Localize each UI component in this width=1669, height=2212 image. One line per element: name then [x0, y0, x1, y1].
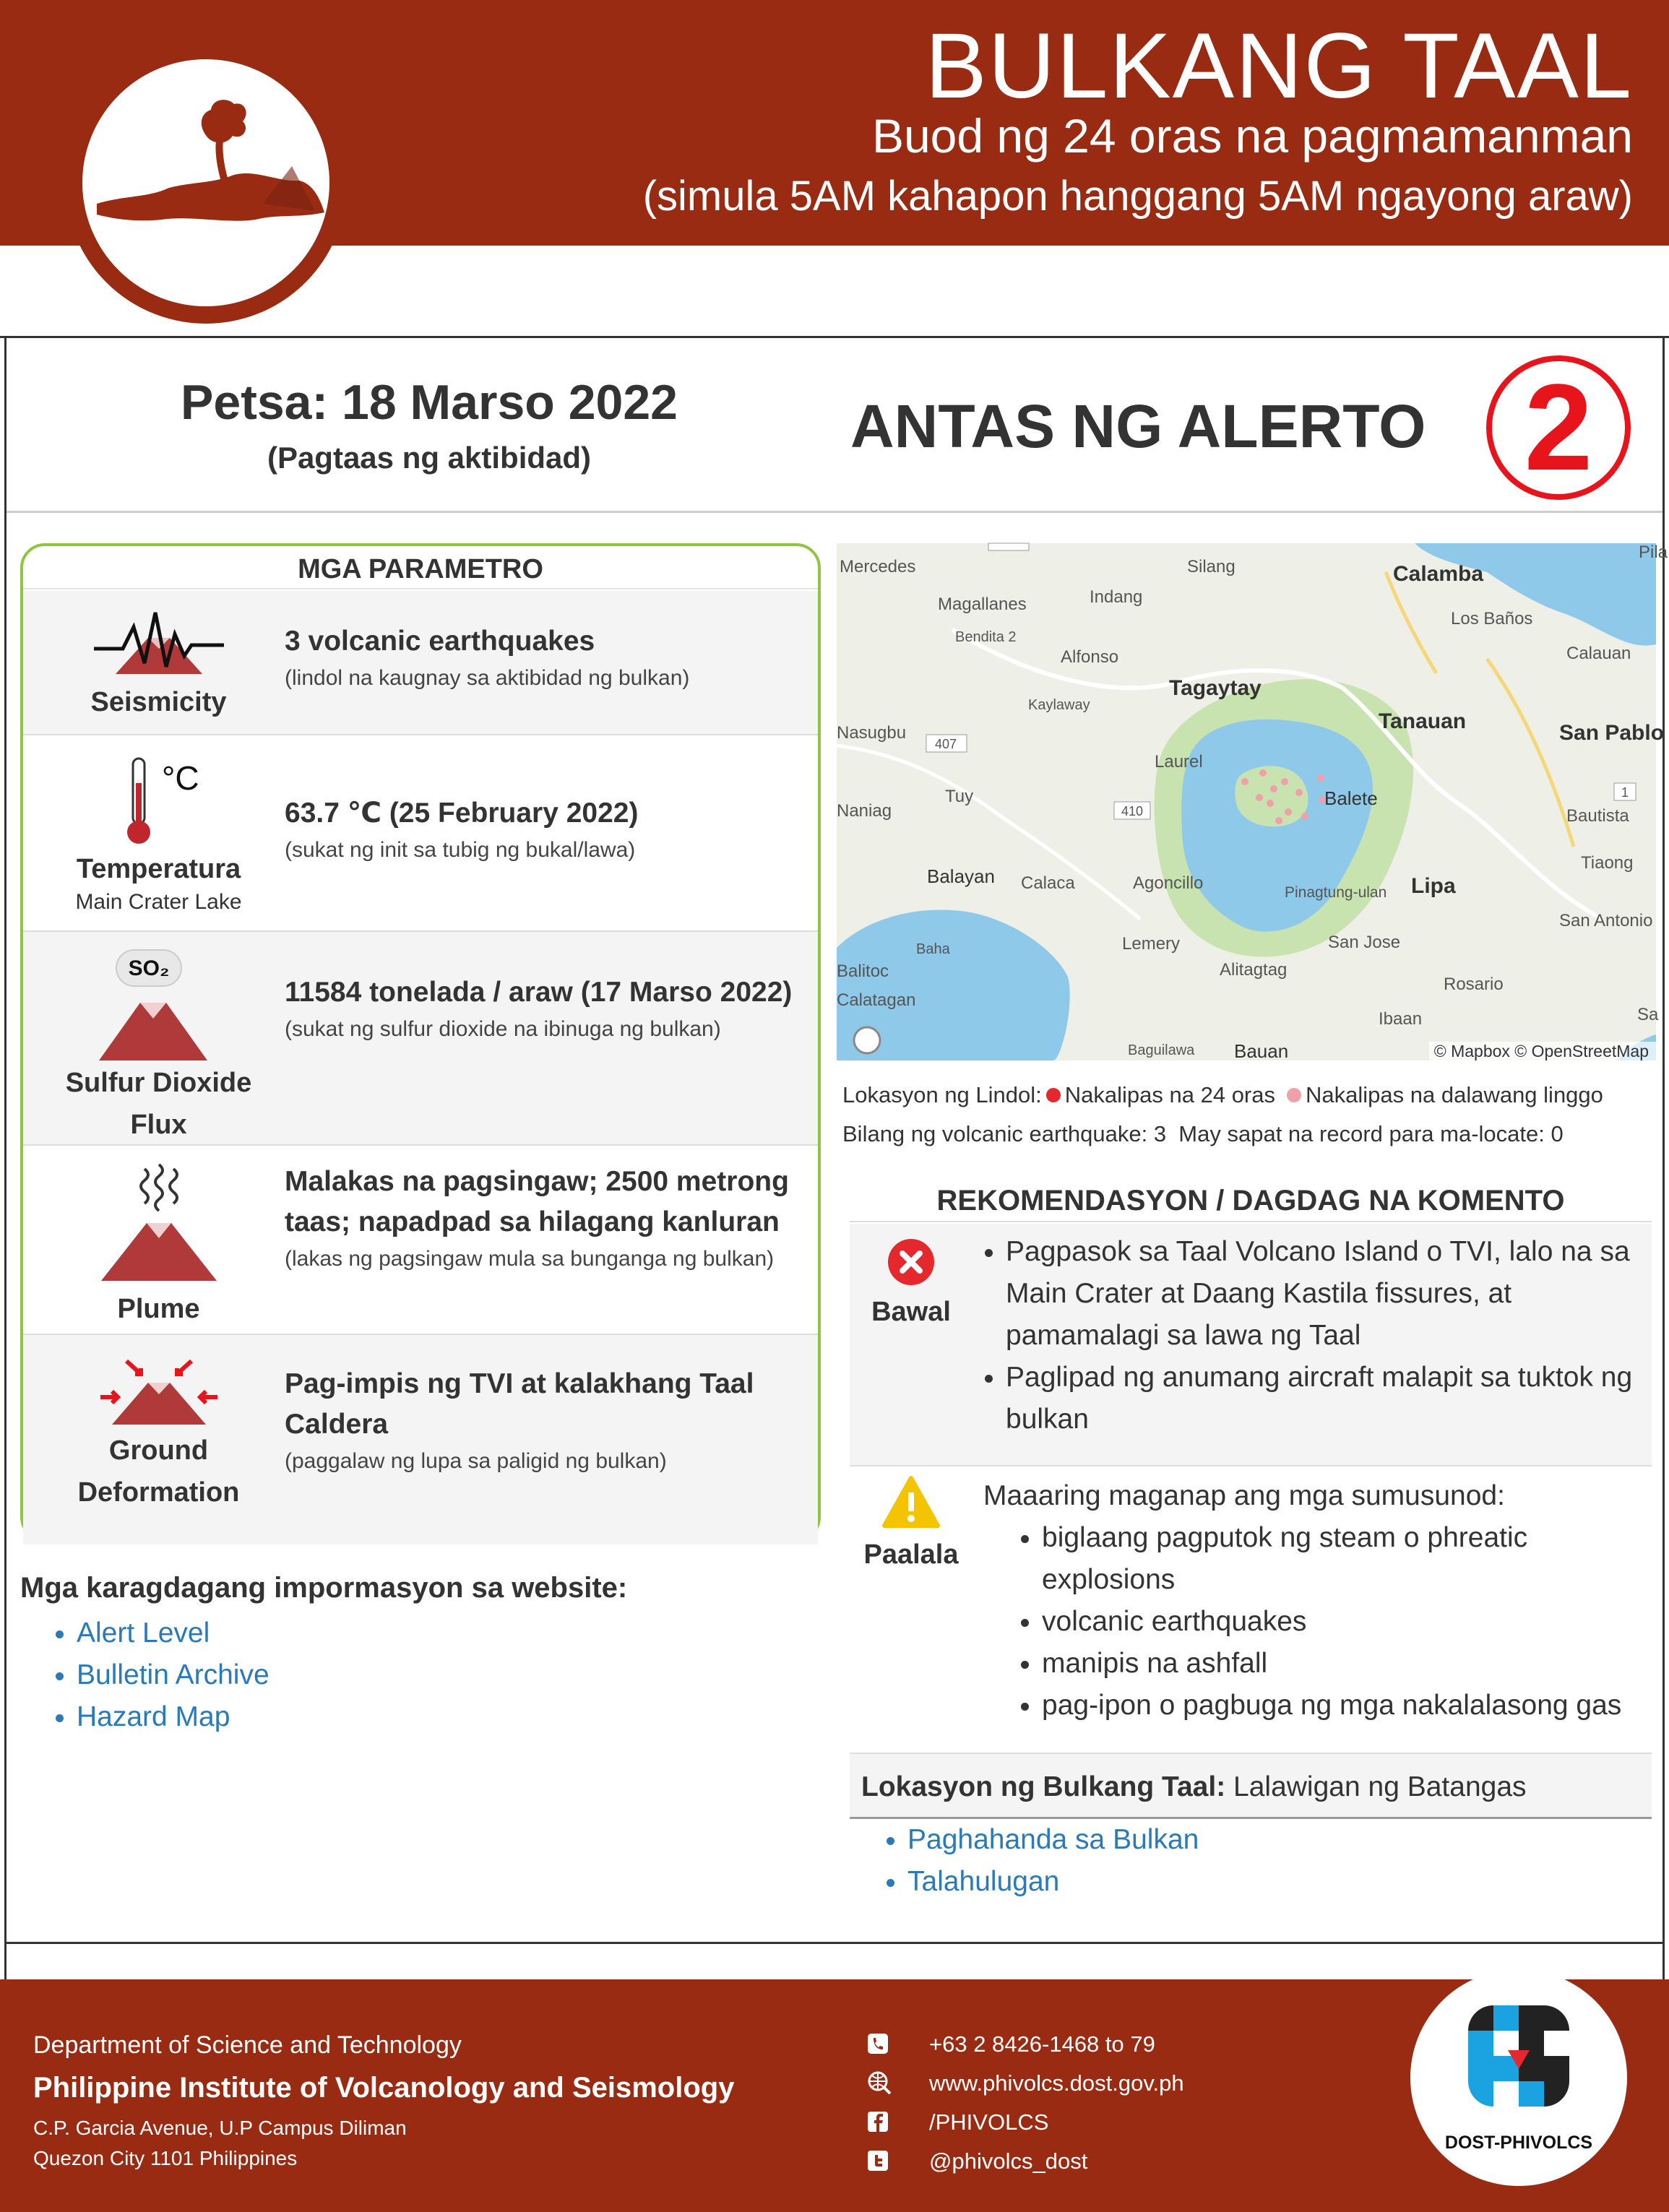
svg-text:Silang: Silang — [1187, 557, 1235, 576]
bulletin-date: Petsa: 18 Marso 2022 — [181, 375, 678, 430]
page-subtitle: Buod ng 24 oras na pagmamanman — [871, 109, 1633, 163]
so2-cloud-icon: SO₂ — [116, 949, 182, 987]
svg-text:Los Baños: Los Baños — [1451, 609, 1533, 628]
svg-text:Bauan: Bauan — [1234, 1040, 1289, 1062]
param-description: (lindol na kaugnay sa aktibidad ng bulkan) — [285, 666, 690, 690]
svg-text:Kaylaway: Kaylaway — [1028, 697, 1090, 713]
svg-text:410: 410 — [1121, 804, 1144, 818]
svg-text:Lipa: Lipa — [1411, 874, 1456, 898]
svg-text:Pinagtung-ulan: Pinagtung-ulan — [1285, 884, 1387, 901]
param-description: (sukat ng sulfur dioxide na ibinuga ng bulkan) — [285, 1017, 721, 1041]
facebook-icon — [867, 2109, 889, 2134]
phone-icon — [867, 2031, 889, 2056]
alert-level-badge: 2 — [1486, 355, 1631, 500]
ground-deformation-icon — [98, 1354, 220, 1426]
twitter-icon — [867, 2148, 889, 2173]
globe-search-icon — [867, 2070, 892, 2095]
location-label: Lokasyon ng Bulkang Taal: — [861, 1771, 1226, 1802]
earthquake-count: Bilang ng volcanic earthquake: 3 May sapat na record para ma-locate: 0 — [842, 1121, 1564, 1146]
param-value: 11584 tonelada / araw (17 Marso 2022) — [285, 977, 793, 1008]
alert-level-label: ANTAS NG ALERTO — [850, 392, 1426, 460]
svg-text:Magallanes: Magallanes — [938, 595, 1027, 614]
svg-text:Balete: Balete — [1324, 787, 1378, 809]
svg-text:Calamba: Calamba — [1393, 562, 1484, 586]
footer: Department of Science and Technology Philippine Institute of Volcanology and Seismology C.P. Garcia Avenue, U.P Campus Diliman Quezon City 1101 Philippines +63 2 8426-1468 to 79 www.phivolcs.dost.gov.ph /PHIVOLCS @phivolcs_dost DOST-PHIVOLCS — [0, 1979, 1669, 2212]
paalala-item: • manipis na ashfall — [1042, 1643, 1649, 1685]
svg-text:Alitagtag: Alitagtag — [1220, 960, 1288, 980]
svg-text:Tuy: Tuy — [945, 787, 974, 806]
param-description: (sukat ng init sa tubig ng bukal/lawa) — [285, 838, 636, 862]
volcano-icon — [95, 990, 211, 1062]
paalala-item: • pag-ipon o pagbuga ng mga nakalalasong gas — [1042, 1685, 1649, 1727]
earthquake-location-map[interactable] — [837, 543, 1668, 1062]
map-credit: © Mapbox © OpenStreetMap — [1433, 1042, 1649, 1060]
parameters-title: MGA PARAMETRO — [23, 546, 818, 589]
date-alert-row — [7, 340, 1662, 513]
param-label: Sulfur Dioxide Flux — [65, 1068, 252, 1140]
footer-logo-text: DOST-PHIVOLCS — [1444, 2133, 1593, 2153]
footer-divider — [7, 1942, 1662, 1944]
svg-text:Baha: Baha — [916, 941, 950, 957]
taal-volcano-logo-icon — [65, 42, 347, 324]
map-legend: Lokasyon ng Lindol: Nakalipas na 24 oras Nakalipas na dalawang linggo — [842, 1082, 1603, 1107]
paalala-section — [850, 1466, 1652, 1753]
recent-earthquake-dot-icon — [1046, 1088, 1061, 1102]
older-earthquake-dot-icon — [1287, 1088, 1301, 1102]
parameters-panel — [20, 543, 821, 1542]
svg-text:Laurel: Laurel — [1155, 752, 1203, 772]
location-value: Lalawigan ng Batangas — [1233, 1771, 1527, 1802]
recommendations-title: REKOMENDASYON / DAGDAG NA KOMENTO — [850, 1179, 1652, 1222]
link-bulletin-archive[interactable]: • Bulletin Archive — [77, 1654, 269, 1696]
bawal-label: Bawal — [871, 1297, 951, 1327]
parameter-row-seismicity — [23, 591, 818, 735]
svg-text:Indang: Indang — [1090, 587, 1143, 607]
svg-text:Nasugbu: Nasugbu — [837, 723, 907, 743]
celsius-icon: °C — [162, 759, 199, 797]
param-label: Plume — [117, 1294, 200, 1324]
param-description: (lakas ng pagsingaw mula sa bunganga ng bulkan) — [285, 1247, 775, 1271]
warning-icon — [882, 1475, 940, 1530]
param-value: Pag-impis ng TVI at kalakhang Taal Caldera — [285, 1368, 754, 1440]
page-period: (simula 5AM kahapon hanggang 5AM ngayong araw) — [642, 173, 1633, 220]
svg-text:Balitoc: Balitoc — [837, 962, 889, 981]
link-hazard-map[interactable]: • Hazard Map — [77, 1696, 269, 1738]
bawal-section — [850, 1224, 1652, 1466]
bawal-item: • Pagpasok sa Taal Volcano Island o TVI, lalo na sa Main Crater at Daang Kastila fissures, at pamamalagi sa lawa ng Taal — [1006, 1231, 1642, 1357]
svg-text:Tiaong: Tiaong — [1581, 853, 1634, 873]
parameter-row-so2 — [23, 932, 818, 1146]
prohibited-icon — [886, 1237, 936, 1287]
param-sublabel: Main Crater Lake — [75, 890, 242, 914]
svg-text:Tanauan: Tanauan — [1379, 709, 1467, 733]
svg-text:Naniag: Naniag — [837, 801, 892, 821]
svg-text:Mercedes: Mercedes — [840, 557, 916, 576]
footer-institute: Philippine Institute of Volcanology and Seismology — [33, 2072, 735, 2104]
svg-text:San Jose: San Jose — [1328, 933, 1401, 952]
parameter-row-plume — [23, 1146, 818, 1335]
param-value: 3 volcanic earthquakes — [285, 626, 595, 657]
activity-status: (Pagtaas ng aktibidad) — [267, 441, 592, 475]
thermometer-icon — [117, 754, 160, 848]
param-description: (paggalaw ng lupa sa paligid ng bulkan) — [285, 1449, 667, 1473]
link-paghahanda[interactable]: • Paghahanda sa Bulkan — [907, 1819, 1199, 1861]
param-label: Ground Deformation — [77, 1435, 240, 1508]
param-value: Malakas na pagsingaw; 2500 metrong taas; napadpad sa hilagang kanluran — [285, 1166, 789, 1237]
page-title: BULKANG TAAL — [925, 14, 1633, 118]
paalala-label: Paalala — [863, 1539, 959, 1570]
more-info-title: Mga karagdagang impormasyon sa website: — [20, 1572, 628, 1604]
mapbox-logo-icon — [854, 1027, 880, 1053]
svg-text:Ibaan: Ibaan — [1379, 1009, 1423, 1029]
svg-text:San Antonio: San Antonio — [1559, 911, 1653, 930]
paalala-intro: Maaaring maganap ang mga sumusunod: — [983, 1480, 1505, 1511]
svg-text:407: 407 — [935, 737, 957, 751]
svg-text:Calauan: Calauan — [1566, 644, 1631, 663]
svg-text:Baguilawa: Baguilawa — [1128, 1042, 1195, 1058]
param-label: Seismicity — [90, 687, 227, 717]
parameter-row-deformation — [23, 1335, 818, 1544]
param-value: 63.7 ℃ (25 February 2022) — [285, 798, 639, 829]
svg-text:Lemery: Lemery — [1122, 934, 1181, 954]
bawal-item: • Paglipad ng anumang aircraft malapit sa tuktok ng bulkan — [1006, 1357, 1642, 1440]
paalala-item: • biglaang pagputok ng steam o phreatic explosions — [1042, 1517, 1649, 1601]
link-talahulugan[interactable]: • Talahulugan — [907, 1861, 1199, 1903]
dost-phivolcs-logo-icon — [1410, 1969, 1627, 2186]
svg-text:San Pablo: San Pablo — [1559, 721, 1665, 745]
svg-text:Tagaytay: Tagaytay — [1169, 676, 1262, 700]
footer-address-2: Quezon City 1101 Philippines — [33, 2147, 298, 2169]
paalala-item: • volcanic earthquakes — [1042, 1601, 1649, 1643]
param-label: Temperatura — [76, 854, 241, 884]
svg-text:Agoncillo: Agoncillo — [1133, 873, 1204, 893]
seismograph-volcano-icon — [94, 605, 224, 678]
svg-text:Bendita 2: Bendita 2 — [955, 629, 1017, 645]
svg-text:Sa: Sa — [1637, 1005, 1659, 1024]
svg-text:Rosario: Rosario — [1444, 975, 1504, 994]
plume-volcano-icon — [98, 1162, 220, 1284]
svg-text:Calaca: Calaca — [1021, 873, 1075, 893]
svg-text:Alfonso: Alfonso — [1061, 647, 1119, 667]
parameter-row-temperature — [23, 735, 818, 932]
svg-text:Balayan: Balayan — [927, 865, 995, 887]
svg-text:Pila: Pila — [1639, 543, 1668, 562]
recommendation-links — [907, 1819, 1199, 1903]
svg-text:1: 1 — [1621, 785, 1629, 800]
svg-text:Bautista: Bautista — [1566, 806, 1629, 826]
footer-department: Department of Science and Technology — [33, 2031, 462, 2059]
footer-address-1: C.P. Garcia Avenue, U.P Campus Diliman — [33, 2117, 407, 2139]
volcano-location-row — [850, 1753, 1652, 1819]
more-info-links — [77, 1612, 269, 1738]
link-alert-level[interactable]: • Alert Level — [77, 1612, 269, 1654]
svg-text:Calatagan: Calatagan — [837, 990, 916, 1010]
